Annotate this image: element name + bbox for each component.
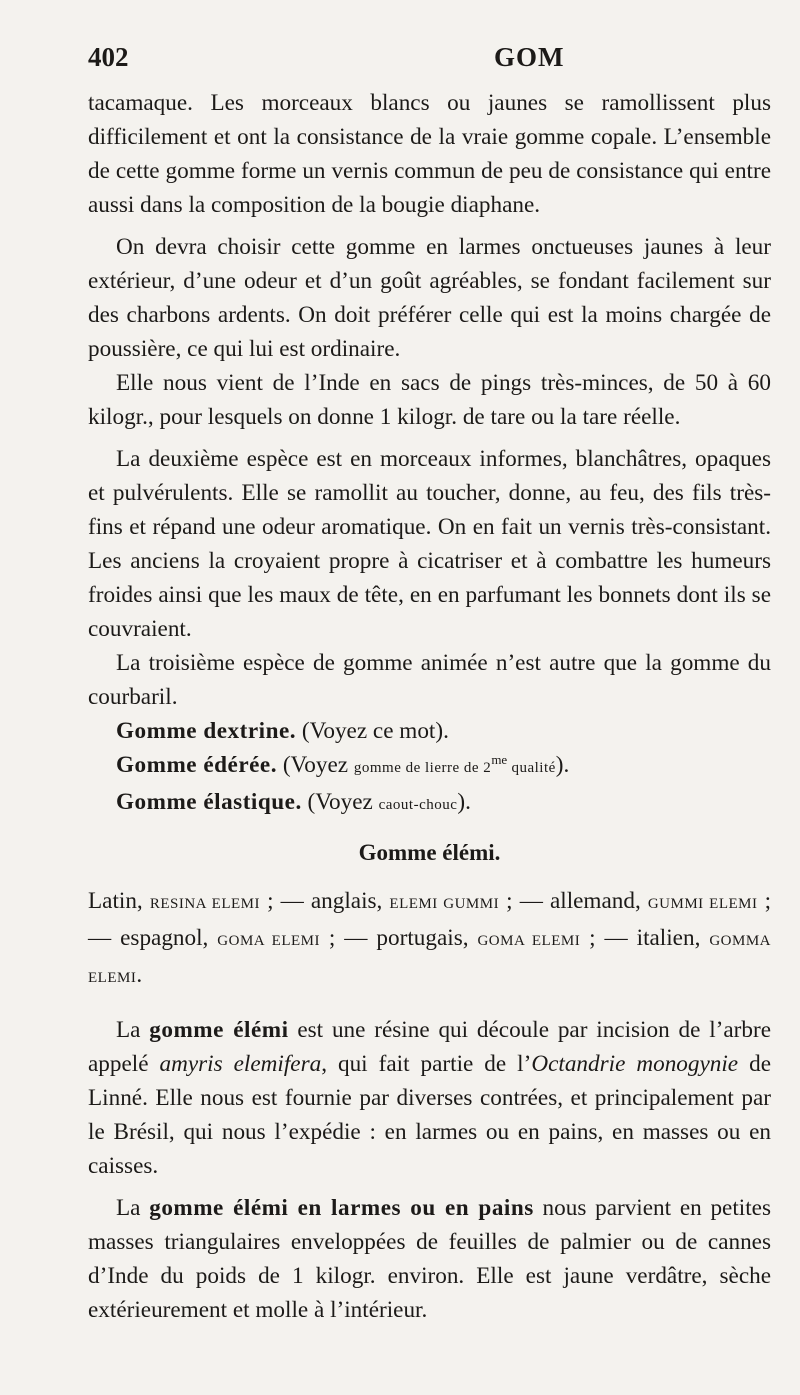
paragraph-6 [88, 1013, 771, 1183]
syn-term: GUMMI ELEMI [647, 896, 758, 912]
xref-ederee-text-d: ). [555, 752, 570, 778]
syn-text: ; — italien, [580, 925, 710, 951]
page-body [88, 86, 771, 1327]
p6-text: de Linné. Elle nous est fournie par diverses contrées, et principalement par le Brésil, qui nous l’expédie : en larmes ou en pains, en masses ou en caisses. [88, 1051, 771, 1179]
syn-text: ; — allemand, [499, 888, 648, 914]
syn-term: RESINA ELEMI [149, 896, 261, 912]
headword-dextrine: Gomme dextrine. [116, 718, 297, 744]
xref-ederee-text-a: (Voyez [277, 752, 354, 778]
xref-elastique-smallcaps: caout-chouc [378, 797, 458, 813]
syn-text: Latin, [88, 888, 150, 914]
paragraph-5: La troisième espèce de gomme animée n’est autre que la gomme du courbaril. [88, 650, 771, 710]
syn-text: ; — espagnol, [88, 888, 772, 951]
syn-term: GOMA ELEMI [477, 933, 581, 949]
p6-text: La [116, 1017, 150, 1043]
xref-ederee-smallcaps-2: qualité [507, 760, 556, 776]
synonyms-block [88, 884, 771, 995]
xref-dextrine-text: (Voyez ce mot). [296, 718, 449, 744]
headword-elastique: Gomme élastique. [116, 789, 302, 815]
p6-bold-term: gomme élémi [149, 1017, 289, 1043]
p6-italic: Octandrie monogynie [531, 1051, 739, 1077]
paragraph-7 [88, 1191, 771, 1327]
p7-text: La [116, 1195, 150, 1221]
p7-text: nous parvient en petites masses triangulaires enveloppées de feuilles de palmier ou de cannes d’Inde du poids de 1 kilogr. environ. Elle est jaune verdâtre, sèche extérieurement et molle à l’intérieur. [88, 1195, 771, 1323]
p7-bold-term: gomme élémi en larmes ou en pains [149, 1195, 534, 1221]
cross-reference-dextrine [88, 714, 771, 748]
p6-text: est une résine qui découle par incision de l’arbre appelé [88, 1017, 772, 1077]
xref-ederee-smallcaps: gomme de lierre de 2 [353, 760, 492, 776]
xref-ederee-sup: me [491, 752, 508, 767]
paragraph-2: On devra choisir cette gomme en larmes onctueuses jaunes à leur extérieur, d’une odeur et d’un goût agréables, se fondant facilement sur des charbons ardents. On doit préférer celle qui est la moins chargée de poussière, ce qui lui est ordinaire. [88, 234, 771, 362]
p6-italic: amyris elemifera [159, 1051, 322, 1077]
paragraph-4: La deuxième espèce est en morceaux informes, blanchâtres, opaques et pulvérulents. Elle se ramollit au toucher, donne, au feu, des fils très-fins et répand une odeur aromatique. On en fait un vernis très-consistant. Les anciens la croyaient propre à cicatriser et à combattre les humeurs froides ainsi que les maux de tête, en en parfumant les bonnets dont ils se couvraient. [88, 446, 771, 642]
page-number: 402 [88, 42, 129, 72]
paragraph-1: tacamaque. Les morceaux blancs ou jaunes se ramollissent plus difficilement et ont la consistance de la vraie gomme copale. L’ensemble de cette gomme forme un vernis commun de peu de consistance qui entre aussi dans la composition de la bougie diaphane. [88, 90, 771, 218]
page-header [88, 42, 760, 82]
cross-reference-ederee [88, 748, 771, 785]
headword-ederee: Gomme édérée. [116, 752, 278, 778]
cross-reference-elastique [88, 785, 771, 822]
syn-term: GOMMA ELEMI [88, 933, 771, 986]
syn-term: GOMA ELEMI [217, 933, 320, 949]
paragraph-3: Elle nous vient de l’Inde en sacs de pings très-minces, de 50 à 60 kilogr., pour lesquels on donne 1 kilogr. de tare ou la tare réelle. [88, 370, 771, 430]
xref-elastique-text-c: ). [457, 789, 471, 815]
running-head: GOM [494, 42, 565, 72]
p6-text: , qui fait partie de l’ [321, 1051, 532, 1077]
syn-text: . [136, 962, 143, 988]
syn-term: ELEMI GUMMI [389, 896, 500, 912]
syn-text: ; — portugais, [320, 925, 478, 951]
syn-text: ; — anglais, [260, 888, 390, 914]
section-heading: Gomme élémi. [358, 840, 501, 865]
xref-elastique-text-a: (Voyez [301, 789, 379, 815]
